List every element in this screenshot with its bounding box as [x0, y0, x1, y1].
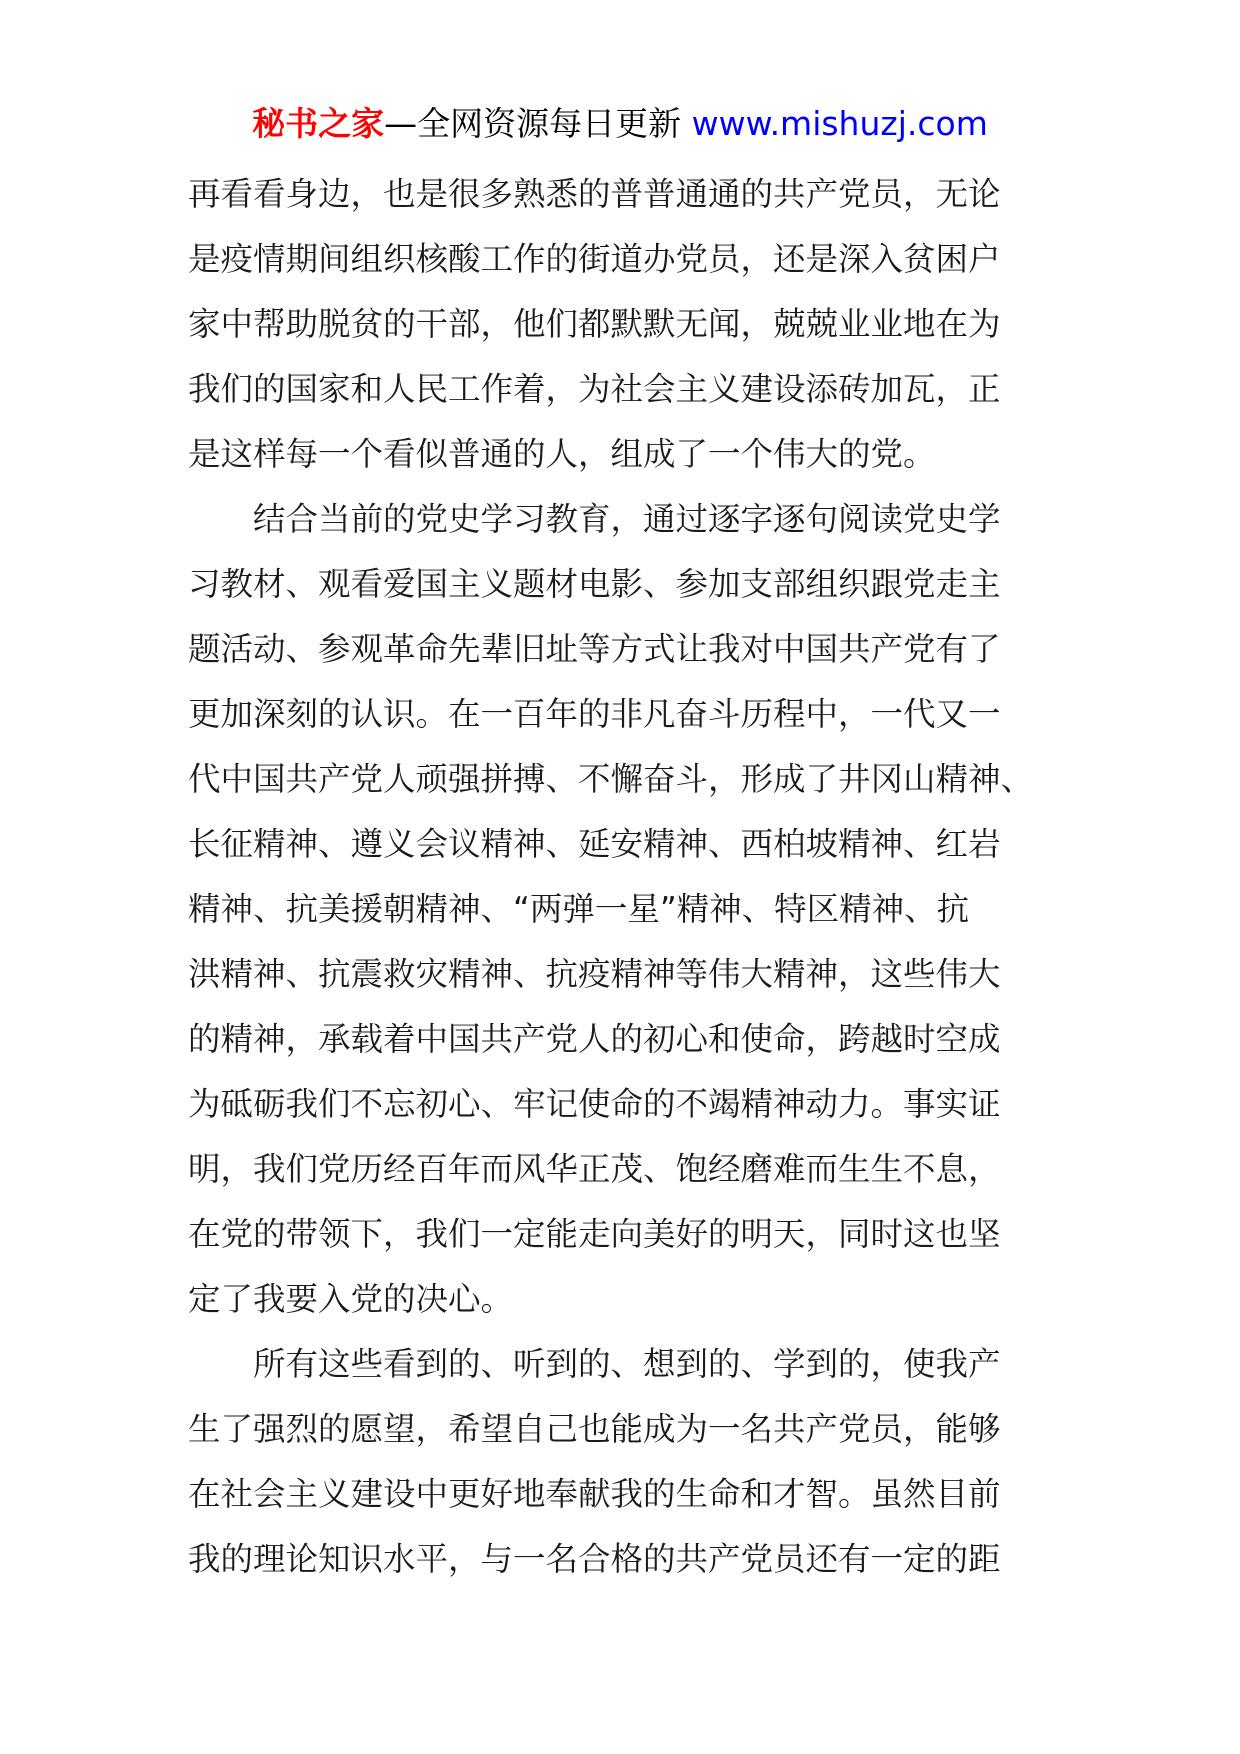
header-brand: 秘书之家 — [252, 104, 385, 143]
header-url-link[interactable]: www.mishuzj.com — [691, 104, 988, 143]
page-header — [0, 100, 1240, 148]
text-line: 为砥砺我们不忘初心、牢记使命的不竭精神动力。事实证 — [188, 1085, 1001, 1123]
text-line: 我的理论知识水平，与一名合格的共产党员还有一定的距 — [188, 1540, 1001, 1578]
text-line: 代中国共产党人顽强拼搏、不懈奋斗，形成了井冈山精神、 — [188, 760, 1034, 798]
text-line: 是这样每一个看似普通的人，组成了一个伟大的党。 — [188, 435, 936, 473]
text-line: 更加深刻的认识。在一百年的非凡奋斗历程中，一代又一 — [188, 695, 1001, 733]
text-line: 题活动、参观革命先辈旧址等方式让我对中国共产党有了 — [188, 630, 1001, 668]
document-body — [188, 162, 1034, 1592]
paragraph-first-line: 结合当前的党史学习教育，通过逐字逐句阅读党史学 — [253, 500, 1001, 538]
text-line: 在社会主义建设中更好地奉献我的生命和才智。虽然目前 — [188, 1475, 1001, 1513]
text-line: 精神、抗美援朝精神、“两弹一星”精神、特区精神、抗 — [188, 890, 970, 928]
text-line: 家中帮助脱贫的干部，他们都默默无闻，兢兢业业地在为 — [188, 305, 1001, 343]
text-line: 长征精神、遵义会议精神、延安精神、西柏坡精神、红岩 — [188, 825, 1001, 863]
text-line: 习教材、观看爱国主义题材电影、参加支部组织跟党走主 — [188, 565, 1001, 603]
text-line: 明，我们党历经百年而风华正茂、饱经磨难而生生不息， — [188, 1150, 1001, 1188]
text-line: 生了强烈的愿望，希望自己也能成为一名共产党员，能够 — [188, 1410, 1001, 1448]
header-slogan: —全网资源每日更新 — [384, 104, 682, 143]
paragraph-first-line: 所有这些看到的、听到的、想到的、学到的，使我产 — [253, 1345, 1001, 1383]
text-line: 洪精神、抗震救灾精神、抗疫精神等伟大精神，这些伟大 — [188, 955, 1001, 993]
text-line: 定了我要入党的决心。 — [188, 1280, 514, 1318]
text-line: 是疫情期间组织核酸工作的街道办党员，还是深入贫困户 — [188, 240, 1001, 278]
text-line: 我们的国家和人民工作着，为社会主义建设添砖加瓦，正 — [188, 370, 1001, 408]
text-line: 再看看身边，也是很多熟悉的普普通通的共产党员，无论 — [188, 175, 1001, 213]
text-line: 的精神，承载着中国共产党人的初心和使命，跨越时空成 — [188, 1020, 1001, 1058]
text-line: 在党的带领下，我们一定能走向美好的明天，同时这也坚 — [188, 1215, 1001, 1253]
